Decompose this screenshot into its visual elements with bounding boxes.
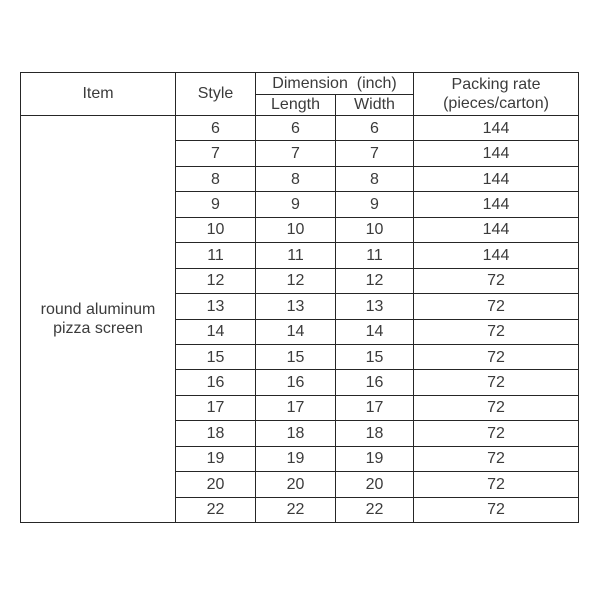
width-cell: 6: [336, 116, 414, 141]
width-cell: 10: [336, 217, 414, 242]
width-cell: 13: [336, 294, 414, 319]
packing-rate-cell: 144: [414, 192, 579, 217]
header-length: Length: [256, 95, 336, 116]
width-cell: 19: [336, 446, 414, 471]
length-cell: 16: [256, 370, 336, 395]
style-cell: 14: [176, 319, 256, 344]
packing-rate-cell: 72: [414, 421, 579, 446]
header-item: Item: [21, 73, 176, 116]
width-cell: 14: [336, 319, 414, 344]
style-cell: 18: [176, 421, 256, 446]
style-cell: 15: [176, 344, 256, 369]
style-cell: 17: [176, 395, 256, 420]
table-body: [21, 116, 579, 523]
length-cell: 19: [256, 446, 336, 471]
table-header: [21, 73, 579, 116]
packing-rate-line2: (pieces/carton): [443, 95, 549, 112]
header-style: Style: [176, 73, 256, 116]
style-cell: 9: [176, 192, 256, 217]
style-cell: 12: [176, 268, 256, 293]
length-cell: 22: [256, 497, 336, 522]
width-cell: 8: [336, 166, 414, 191]
table-row: [21, 116, 579, 141]
packing-rate-cell: 144: [414, 217, 579, 242]
packing-rate-cell: 72: [414, 370, 579, 395]
packing-rate-cell: 144: [414, 243, 579, 268]
packing-rate-cell: 144: [414, 116, 579, 141]
product-spec-table: [20, 72, 579, 523]
width-cell: 18: [336, 421, 414, 446]
length-cell: 8: [256, 166, 336, 191]
length-cell: 7: [256, 141, 336, 166]
length-cell: 10: [256, 217, 336, 242]
width-cell: 7: [336, 141, 414, 166]
style-cell: 16: [176, 370, 256, 395]
packing-rate-cell: 72: [414, 446, 579, 471]
style-cell: 19: [176, 446, 256, 471]
style-cell: 8: [176, 166, 256, 191]
length-cell: 20: [256, 472, 336, 497]
length-cell: 6: [256, 116, 336, 141]
style-cell: 10: [176, 217, 256, 242]
style-cell: 22: [176, 497, 256, 522]
packing-rate-cell: 144: [414, 141, 579, 166]
length-cell: 12: [256, 268, 336, 293]
width-cell: 20: [336, 472, 414, 497]
style-cell: 20: [176, 472, 256, 497]
item-name-cell: round aluminum pizza screen: [21, 116, 176, 523]
packing-rate-cell: 72: [414, 268, 579, 293]
width-cell: 16: [336, 370, 414, 395]
packing-rate-cell: 72: [414, 319, 579, 344]
header-width: Width: [336, 95, 414, 116]
packing-rate-cell: 144: [414, 166, 579, 191]
length-cell: 9: [256, 192, 336, 217]
length-cell: 11: [256, 243, 336, 268]
width-cell: 11: [336, 243, 414, 268]
length-cell: 15: [256, 344, 336, 369]
width-cell: 22: [336, 497, 414, 522]
width-cell: 15: [336, 344, 414, 369]
packing-rate-cell: 72: [414, 344, 579, 369]
length-cell: 13: [256, 294, 336, 319]
width-cell: 17: [336, 395, 414, 420]
style-cell: 13: [176, 294, 256, 319]
length-cell: 18: [256, 421, 336, 446]
packing-rate-cell: 72: [414, 294, 579, 319]
packing-rate-cell: 72: [414, 472, 579, 497]
style-cell: 6: [176, 116, 256, 141]
packing-rate-cell: 72: [414, 497, 579, 522]
style-cell: 11: [176, 243, 256, 268]
style-cell: 7: [176, 141, 256, 166]
width-cell: 12: [336, 268, 414, 293]
length-cell: 17: [256, 395, 336, 420]
width-cell: 9: [336, 192, 414, 217]
packing-rate-cell: 72: [414, 395, 579, 420]
length-cell: 14: [256, 319, 336, 344]
header-dimension-group: Dimension (inch): [256, 73, 414, 95]
packing-rate-line1: Packing rate: [451, 75, 541, 93]
header-row-top: [21, 73, 579, 95]
header-packing-rate: [414, 73, 579, 116]
